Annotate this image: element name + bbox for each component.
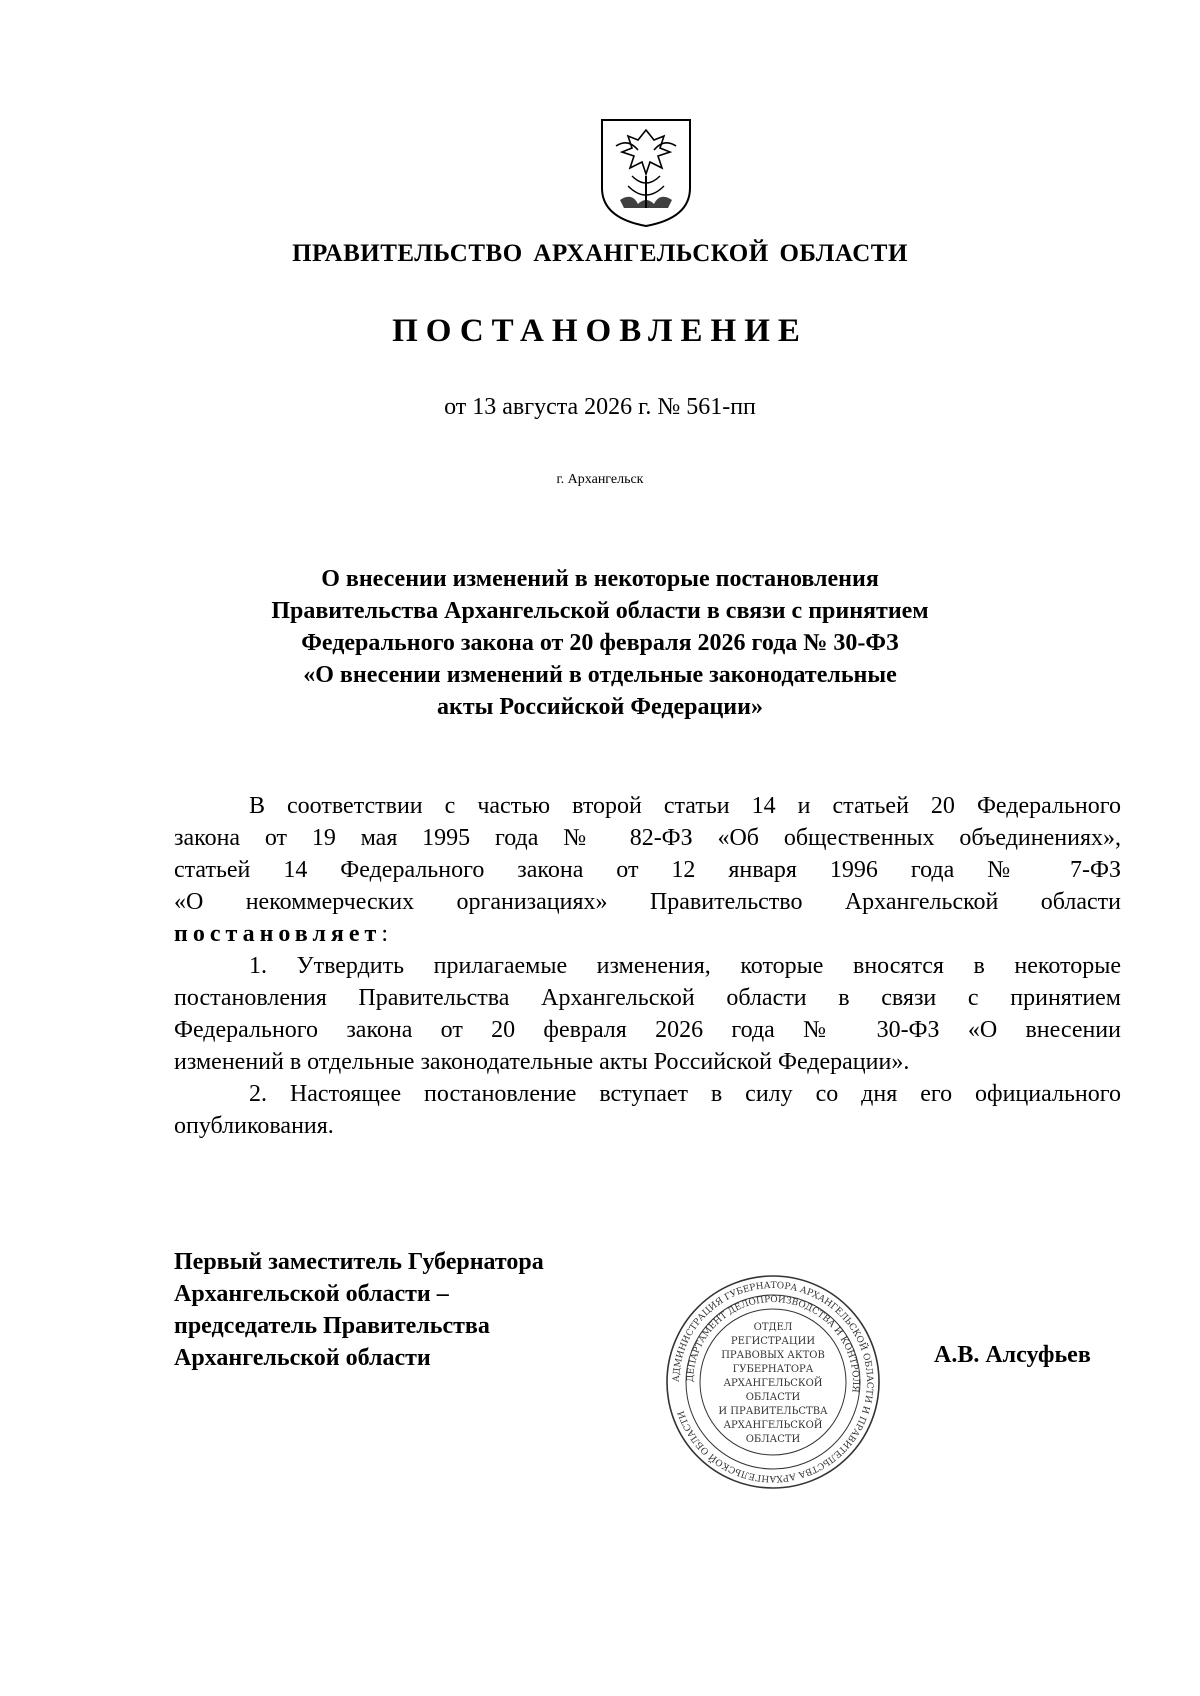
document-body (174, 790, 1121, 1142)
position-line: Первый заместитель Губернатора (174, 1249, 544, 1275)
item-2-line: 2. Настоящее постановление вступает в силу со дня его официального (249, 1081, 1121, 1107)
item-1-line: постановления Правительства Архангельской области в связи с принятием (174, 985, 1121, 1011)
document-title (220, 563, 980, 723)
coat-of-arms-emblem (598, 116, 694, 228)
signatory-position (174, 1246, 544, 1374)
title-line: акты Российской Федерации» (437, 694, 763, 720)
registration-stamp (663, 1272, 883, 1492)
stamp-ring-inner: ДЕПАРТАМЕНТ ДЕЛОПРОИЗВОДСТВА И КОНТРОЛЯ (685, 1294, 861, 1393)
document-type: ПОСТАНОВЛЕНИЕ (392, 313, 808, 349)
position-line: Архангельской области – (174, 1281, 449, 1307)
preamble-line: закона от 19 мая 1995 года № 82-ФЗ «Об общественных объединениях», (174, 825, 1121, 851)
item-1-line: изменений в отдельные законодательные акты Российской Федерации». (174, 1049, 910, 1075)
stamp-text: ОТДЕЛ (753, 1322, 793, 1333)
resolves-line (174, 918, 1121, 950)
title-line: Федерального закона от 20 февраля 2026 года № 30-ФЗ (301, 630, 899, 656)
stamp-text: ГУБЕРНАТОРА (732, 1364, 814, 1375)
preamble-line: «О некоммерческих организациях» Правительство Архангельской области (174, 889, 1121, 915)
title-line: «О внесении изменений в отдельные законодательные (303, 662, 897, 688)
stamp-text: ПРАВОВЫХ АКТОВ (721, 1350, 825, 1361)
resolves-colon: : (381, 921, 388, 947)
position-line: председатель Правительства (174, 1313, 490, 1339)
signatory-name: А.В. Алсуфьев (934, 1342, 1091, 1368)
stamp-ring-outer: АДМИНИСТРАЦИЯ ГУБЕРНАТОРА АРХАНГЕЛЬСКОЙ ОБЛАСТИ И ПРАВИТЕЛЬСТВА АРХАНГЕЛЬСКОЙ ОБЛАСТИ (671, 1280, 875, 1484)
date-and-number: от 13 августа 2026 г. № 561-пп (444, 394, 756, 420)
position-line: Архангельской области (174, 1345, 431, 1371)
stamp-text: ОБЛАСТИ (745, 1392, 801, 1403)
government-name: ПРАВИТЕЛЬСТВО АРХАНГЕЛЬСКОЙ ОБЛАСТИ (292, 240, 908, 267)
title-line: О внесении изменений в некоторые постановления (321, 566, 879, 592)
preamble-line: статьей 14 Федерального закона от 12 января 1996 года № 7-ФЗ (174, 857, 1121, 883)
resolves-word: постановляет (174, 921, 382, 947)
stamp-text: АРХАНГЕЛЬСКОЙ (723, 1420, 823, 1431)
item-2-line: опубликования. (174, 1113, 334, 1139)
item-1-line: 1. Утвердить прилагаемые изменения, которые вносятся в некоторые (249, 953, 1121, 979)
preamble-line: В соответствии с частью второй статьи 14 и статьей 20 Федерального (249, 793, 1121, 819)
item-1-line: Федерального закона от 20 февраля 2026 года № 30-ФЗ «О внесении (174, 1017, 1121, 1043)
stamp-text: АРХАНГЕЛЬСКОЙ (723, 1378, 823, 1389)
city: г. Архангельск (556, 472, 644, 487)
stamp-text: ОБЛАСТИ (745, 1434, 801, 1445)
title-line: Правительства Архангельской области в связи с принятием (271, 598, 929, 624)
stamp-text: РЕГИСТРАЦИИ (730, 1336, 816, 1347)
stamp-text: И ПРАВИТЕЛЬСТВА (718, 1406, 828, 1417)
